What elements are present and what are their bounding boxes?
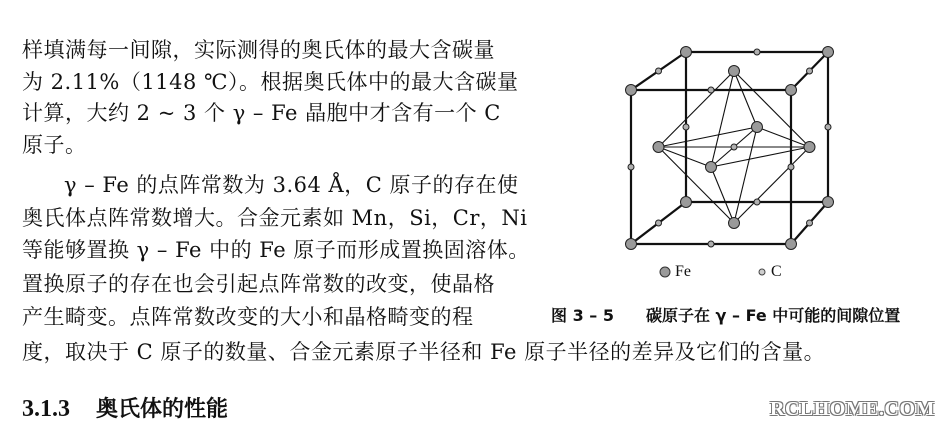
fe-atom [823,47,834,58]
c-atom [708,241,714,247]
octahedron-edge [711,167,734,223]
section-number: 3.1.3 [22,396,70,422]
legend-c-label: C [771,263,782,280]
c-atom [825,124,831,130]
fe-atom [752,122,763,133]
c-atom [708,87,714,93]
c-atom [754,199,760,205]
octahedron-edge [734,127,757,223]
c-atom [754,49,760,55]
fe-atom [681,197,692,208]
fe-atom [823,197,834,208]
text-line: 样填满每一间隙，实际测得的奥氏体的最大含碳量 [22,38,495,62]
watermark: RCLHOME.COM [770,398,935,420]
octahedron-edge [711,147,810,167]
c-atom [807,220,813,226]
figure-caption: 图 3 – 5 碳原子在 γ – Fe 中可能的间隙位置 [551,306,901,325]
fe-atom [706,162,717,173]
fe-atom [681,47,692,58]
text-line-full-width: 度，取决于 C 原子的数量、合金元素原子半径和 Fe 原子半径的差异及它们的含量。 [22,340,826,364]
octahedron-edge [659,147,735,223]
c-atom [656,220,662,226]
text-line: 等能够置换 γ – Fe 中的 Fe 原子而形成置换固溶体。 [22,238,530,262]
fe-atom [804,142,815,153]
section-title: 奥氏体的性能 [96,396,229,422]
c-atom [656,68,662,74]
legend-c [757,263,782,281]
text-line: γ – Fe 的点阵常数为 3.64 Å，C 原子的存在使 [64,173,519,197]
text-line: 奥氏体点阵常数增大。合金元素如 Mn，Si，Cr，Ni [22,206,528,230]
fe-atom [786,85,797,96]
section-heading [22,392,228,423]
octahedron-edge [711,71,734,167]
c-atom [788,164,794,170]
c-atom-icon [757,267,767,277]
fe-atom-icon [659,266,671,278]
fcc-crystal-figure [596,42,836,252]
fe-atom [729,218,740,229]
c-atom [683,124,689,130]
text-line: 计算，大约 2 ~ 3 个 γ – Fe 晶胞中才含有一个 C [22,101,501,125]
fe-atom [653,142,664,153]
text-line: 为 2.11%（1148 ℃）。根据奥氏体中的最大含碳量 [22,70,519,94]
text-line: 置换原子的存在也会引起点阵常数的改变，使晶格 [22,272,495,296]
legend-fe-label: Fe [675,263,691,280]
c-atom [628,164,634,170]
octahedron-edge [734,71,757,127]
c-atom [731,144,737,150]
fe-atom [626,85,637,96]
octahedron-edge [734,147,810,223]
text-line: 原子。 [22,133,87,157]
octahedron-edge [757,127,810,147]
legend-fe [659,263,691,281]
octahedron-edge [659,71,735,147]
text-line: 产生畸变。点阵常数改变的大小和晶格畸变的程 [22,305,474,329]
octahedron-edge [659,127,758,147]
fe-atom [626,239,637,250]
fe-atom [786,239,797,250]
octahedron-edge [659,147,712,167]
c-atom [807,68,813,74]
fe-atom [729,66,740,77]
